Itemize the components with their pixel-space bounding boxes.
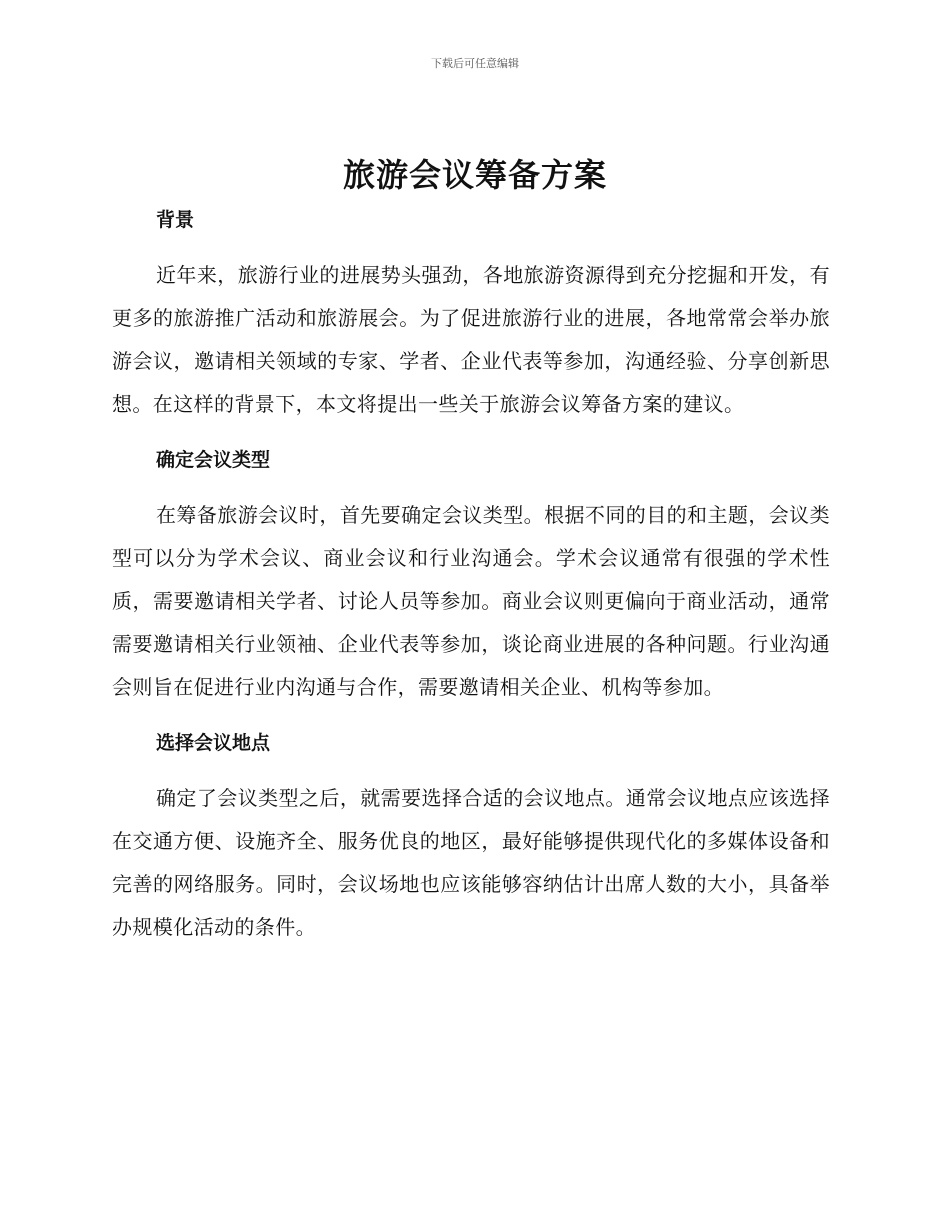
section-meeting-type: [112, 440, 830, 709]
section-venue: [112, 723, 830, 949]
section-heading: 选择会议地点: [156, 732, 271, 754]
document-body: [112, 200, 830, 963]
section-heading: 确定会议类型: [156, 449, 271, 471]
section-background: [112, 200, 830, 426]
section-heading: 背景: [156, 209, 195, 231]
section-paragraph: 在筹备旅游会议时，首先要确定会议类型。根据不同的目的和主题，会议类型可以分为学术会议、商业会议和行业沟通会。学术会议通常有很强的学术性质，需要邀请相关学者、讨论人员等参加。商业会议则更偏向于商业活动，通常需要邀请相关行业领袖、企业代表等参加，谈论商业进展的各种问题。行业沟通会则旨在促进行业内沟通与合作，需要邀请相关企业、机构等参加。: [112, 503, 830, 699]
section-paragraph: 近年来，旅游行业的进展势头强劲，各地旅游资源得到充分挖掘和开发，有更多的旅游推广活动和旅游展会。为了促进旅游行业的进展，各地常常会举办旅游会议，邀请相关领域的专家、学者、企业代表等参加，沟通经验、分享创新思想。在这样的背景下，本文将提出一些关于旅游会议筹备方案的建议。: [112, 263, 830, 416]
header-note: 下载后可任意编辑: [431, 57, 519, 70]
section-paragraph: 确定了会议类型之后，就需要选择合适的会议地点。通常会议地点应该选择在交通方便、设施齐全、服务优良的地区，最好能够提供现代化的多媒体设备和完善的网络服务。同时，会议场地也应该能够容纳估计出席人数的大小，具备举办规模化活动的条件。: [112, 786, 830, 939]
document-title: 旅游会议筹备方案: [342, 156, 607, 194]
